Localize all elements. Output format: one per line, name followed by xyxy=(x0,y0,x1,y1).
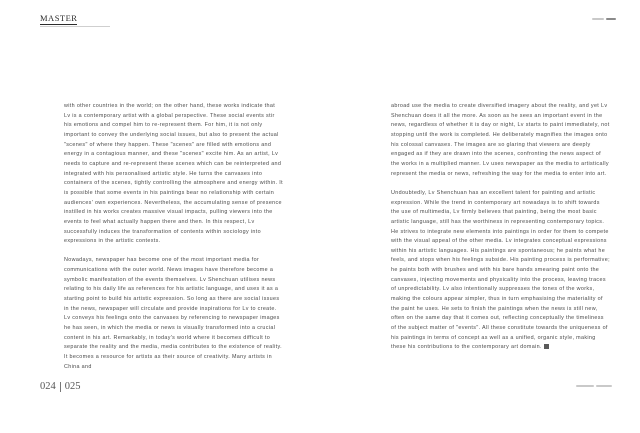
masthead-rule xyxy=(40,26,110,27)
page-folio xyxy=(40,381,81,392)
end-of-article-mark xyxy=(544,344,549,349)
body-paragraph: abroad use the media to create diversified imagery about the reality, and yet Lv Shenchuan does it all the more. As soon as he sees an important event in the news, regardless of whether it is day or night, Lv starts to paint immediately, not stopping until the work is completed. He deliberately magnifies the images onto his colossal canvases. The images are so glaring that viewers are deeply engaged as if they are drawn into the scenes, confronting the news aspect of the works in a multiplied manner. Lv uses newspaper as the media to artistically represent the media or news, refreshing the way for the media to enter into art. xyxy=(391,103,610,177)
running-head xyxy=(592,18,616,20)
text-column-right xyxy=(391,102,610,363)
folio-separator xyxy=(60,382,61,392)
running-foot-mark xyxy=(596,385,612,387)
page-number-left: 024 xyxy=(40,381,56,392)
running-foot xyxy=(576,385,612,387)
running-foot-mark xyxy=(576,385,594,387)
body-paragraph: Nowadays, newspaper has become one of the most important media for communications with the outer world. News images have therefore become a symbolic manifestation of the events themselves. Lv Shenchuan utilises news relating to his daily life as references for his artistic language, and uses it as a starting point to build his artistic expression. So long as there are social issues in the news, newspaper will circulate and provide inspirations for Lv to create. Lv conveys his feelings onto the canvases by referencing to newspaper images he has seen, in which the media or news is visually transformed into a crucial content in his art. Remarkably, in today's world where it becomes difficult to separate the reality and the media, media contributes to the existence of reality. It becomes a resource for artists as their source of creativity. Many artists in China and xyxy=(64,257,282,370)
masthead-logo: MASTER xyxy=(40,13,78,23)
body-paragraph: with other countries in the world; on the other hand, these works indicate that Lv is a contemporary artist with a global perspective. These social events stir his emotions and compel him to re-represent them. For him, it is not only important to convey the underlying social issues, but also to present the actual "scenes" of where they happen. These "scenes" are filled with emotions and energy in a contagious manner, and these "scenes" excite him. As an artist, Lv needs to capture and re-represent these scenes which can be reinterpreted and integrated with his personalised artistic style. He turns the canvases into containers of the scenes, tightly controlling the atmosphere and energy within. It is possible that some events in his paintings bear no relationship with certain audiences' own experiences. Nevertheless, the accumulating sense of presence instilled in his works creates massive visual impacts, pulling viewers into the events to feel what actually happen there and then. In this respect, Lv successfully induces the transformation of contents within sociology into expressions in the artistic contexts. xyxy=(64,103,283,245)
text-column-left xyxy=(64,102,283,382)
body-paragraph-final xyxy=(391,189,610,353)
body-paragraph-text: Undoubtedly, Lv Shenchuan has an excellent talent for painting and artistic expression. While the trend in contemporary art nowadays is to shift towards the use of multimedia, Lv firmly believes that painting, being the most basic artistic language, still has the worthiness in representing contemporary topics. He strives to integrate new elements into paintings in order for them to compete with the visual appeal of the other media. Lv integrates conceptual expressions within his artistic languages. His paintings are spontaneous; he paints what he feels, and stops when his feelings subside. His painting process is performative; he paints both with brushes and with his bare hands smearing paint onto the canvases, injecting movements and physicality into the process, leaving traces of unpredictability. Lv also intentionally suppresses the tones of the works, making the colours appear simpler, thus in turn emphasising the materiality of the paint he uses. He sets to finish the paintings when the news is still new, often on the same day that it comes out, reflecting conceptually the timeliness of the subject matter of "events". All these constitute towards the uniqueness of his paintings in terms of concept as well as a unified, organic style, making these his contributions to the contemporary art domain. xyxy=(391,189,610,351)
running-head-mark xyxy=(592,18,604,20)
page-number-right: 025 xyxy=(64,381,81,392)
running-head-mark xyxy=(606,18,616,20)
